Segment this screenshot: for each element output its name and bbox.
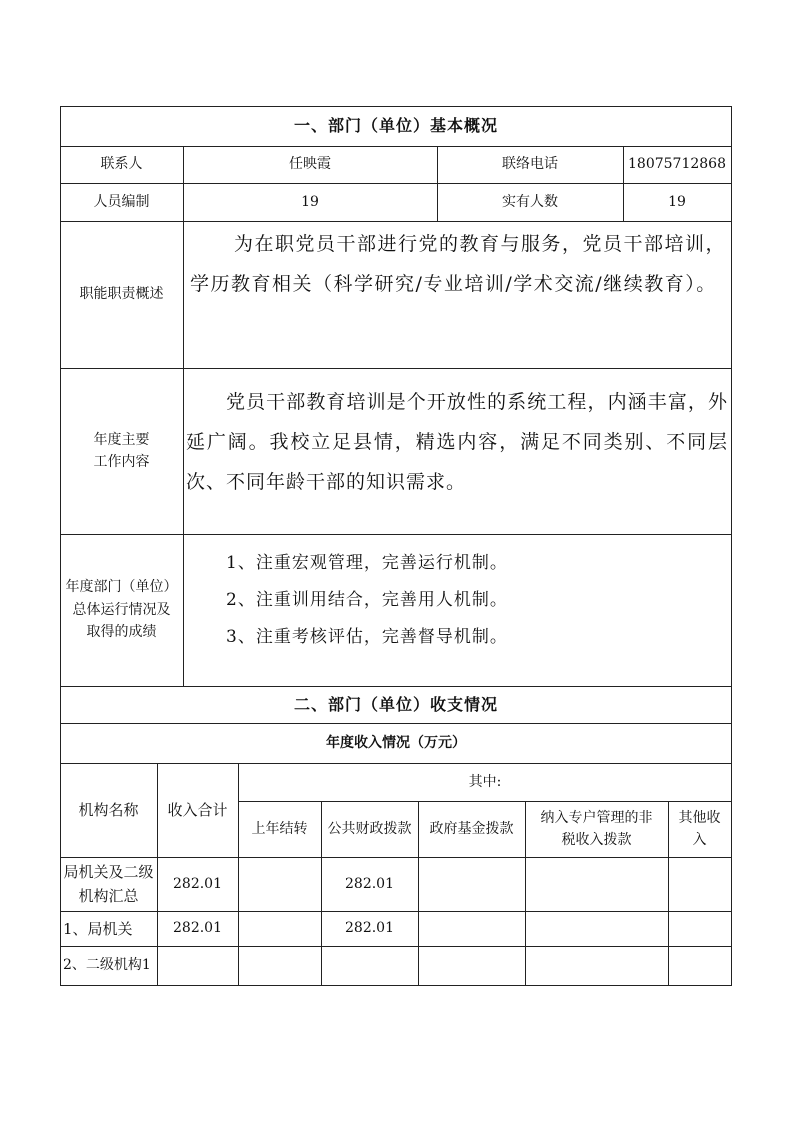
table-border	[731, 106, 732, 986]
row-name-line: 局机关及二级	[63, 863, 154, 881]
table-border	[60, 985, 732, 986]
row-other	[668, 946, 731, 985]
row-carryover	[238, 946, 321, 985]
table-border	[183, 146, 184, 686]
header-gov-fund: 政府基金拨款	[429, 820, 514, 837]
staff-quota-value: 19	[301, 193, 319, 210]
phone-value: 18075712868	[628, 156, 726, 173]
row-total: 282.01	[173, 920, 222, 937]
header-line: 其他收	[678, 809, 721, 826]
header-line: 纳入专户管理的非	[540, 809, 653, 826]
contact-value: 任映霞	[289, 156, 331, 173]
row-gov-fund	[418, 946, 525, 985]
row-gov-fund	[418, 857, 525, 911]
list-item: 2、注重训用结合，完善用人机制。	[226, 590, 508, 610]
overall-label	[60, 534, 183, 686]
duties-text: 为在职党员干部进行党的教育与服务，党员干部培训，学历教育相关（科学研究/专业培训/学术交流/继续教育）。	[190, 233, 727, 295]
phone-label: 联络电话	[502, 156, 558, 173]
annual-work-label	[60, 368, 183, 534]
row-public-finance: 282.01	[345, 875, 394, 892]
header-line: 税收入拨款	[561, 832, 632, 848]
staff-quota-label: 人员编制	[93, 193, 150, 210]
annual-work-label-line: 工作内容	[93, 454, 150, 470]
table-subtitle: 年度收入情况（万元）	[326, 734, 466, 751]
row-public-finance: 282.01	[345, 920, 394, 937]
header-special-account	[525, 801, 668, 857]
annual-work-text: 党员干部教育培训是个开放性的系统工程，内涵丰富，外延广阔。我校立足县情，精选内容，满足不同类别、不同层次、不同年龄干部的知识需求。	[186, 391, 728, 493]
header-org-name: 机构名称	[78, 801, 139, 819]
list-item: 1、注重宏观管理，完善运行机制。	[226, 553, 508, 573]
actual-staff-value: 19	[668, 193, 686, 210]
table-row-name	[60, 857, 157, 911]
header-public-finance: 公共财政拨款	[327, 820, 412, 837]
contact-label: 联系人	[100, 156, 143, 173]
overall-label-line: 取得的成绩	[86, 624, 157, 641]
overall-label-line: 总体运行情况及	[72, 601, 171, 618]
annual-work-label-line: 年度主要	[93, 431, 150, 448]
row-other	[668, 911, 731, 946]
row-special	[525, 857, 668, 911]
row-special	[525, 911, 668, 946]
overall-label-line: 年度部门（单位）	[65, 579, 178, 596]
table-row-name: 2、二级机构1	[63, 957, 151, 974]
list-item: 3、注重考核评估，完善督导机制。	[226, 627, 508, 647]
header-other-income	[668, 801, 731, 857]
row-total	[157, 946, 238, 985]
header-prev-year-carryover: 上年结转	[251, 820, 308, 837]
section-title: 一、部门（单位）基本概况	[293, 116, 498, 136]
table-row-name: 1、局机关	[63, 919, 133, 938]
row-carryover	[238, 911, 321, 946]
actual-staff-label: 实有人数	[502, 193, 558, 210]
row-total: 282.01	[173, 875, 222, 892]
row-name-line: 机构汇总	[78, 887, 139, 905]
header-line: 入	[692, 832, 707, 848]
achievements-list	[226, 545, 726, 656]
section-title: 二、部门（单位）收支情况	[293, 694, 498, 714]
header-of-which: 其中:	[468, 773, 502, 790]
row-other	[668, 857, 731, 911]
row-gov-fund	[418, 911, 525, 946]
row-special	[525, 946, 668, 985]
duties-label: 职能职责概述	[79, 286, 164, 303]
header-total-income: 收入合计	[167, 801, 228, 819]
row-carryover	[238, 857, 321, 911]
row-public-finance	[321, 946, 418, 985]
